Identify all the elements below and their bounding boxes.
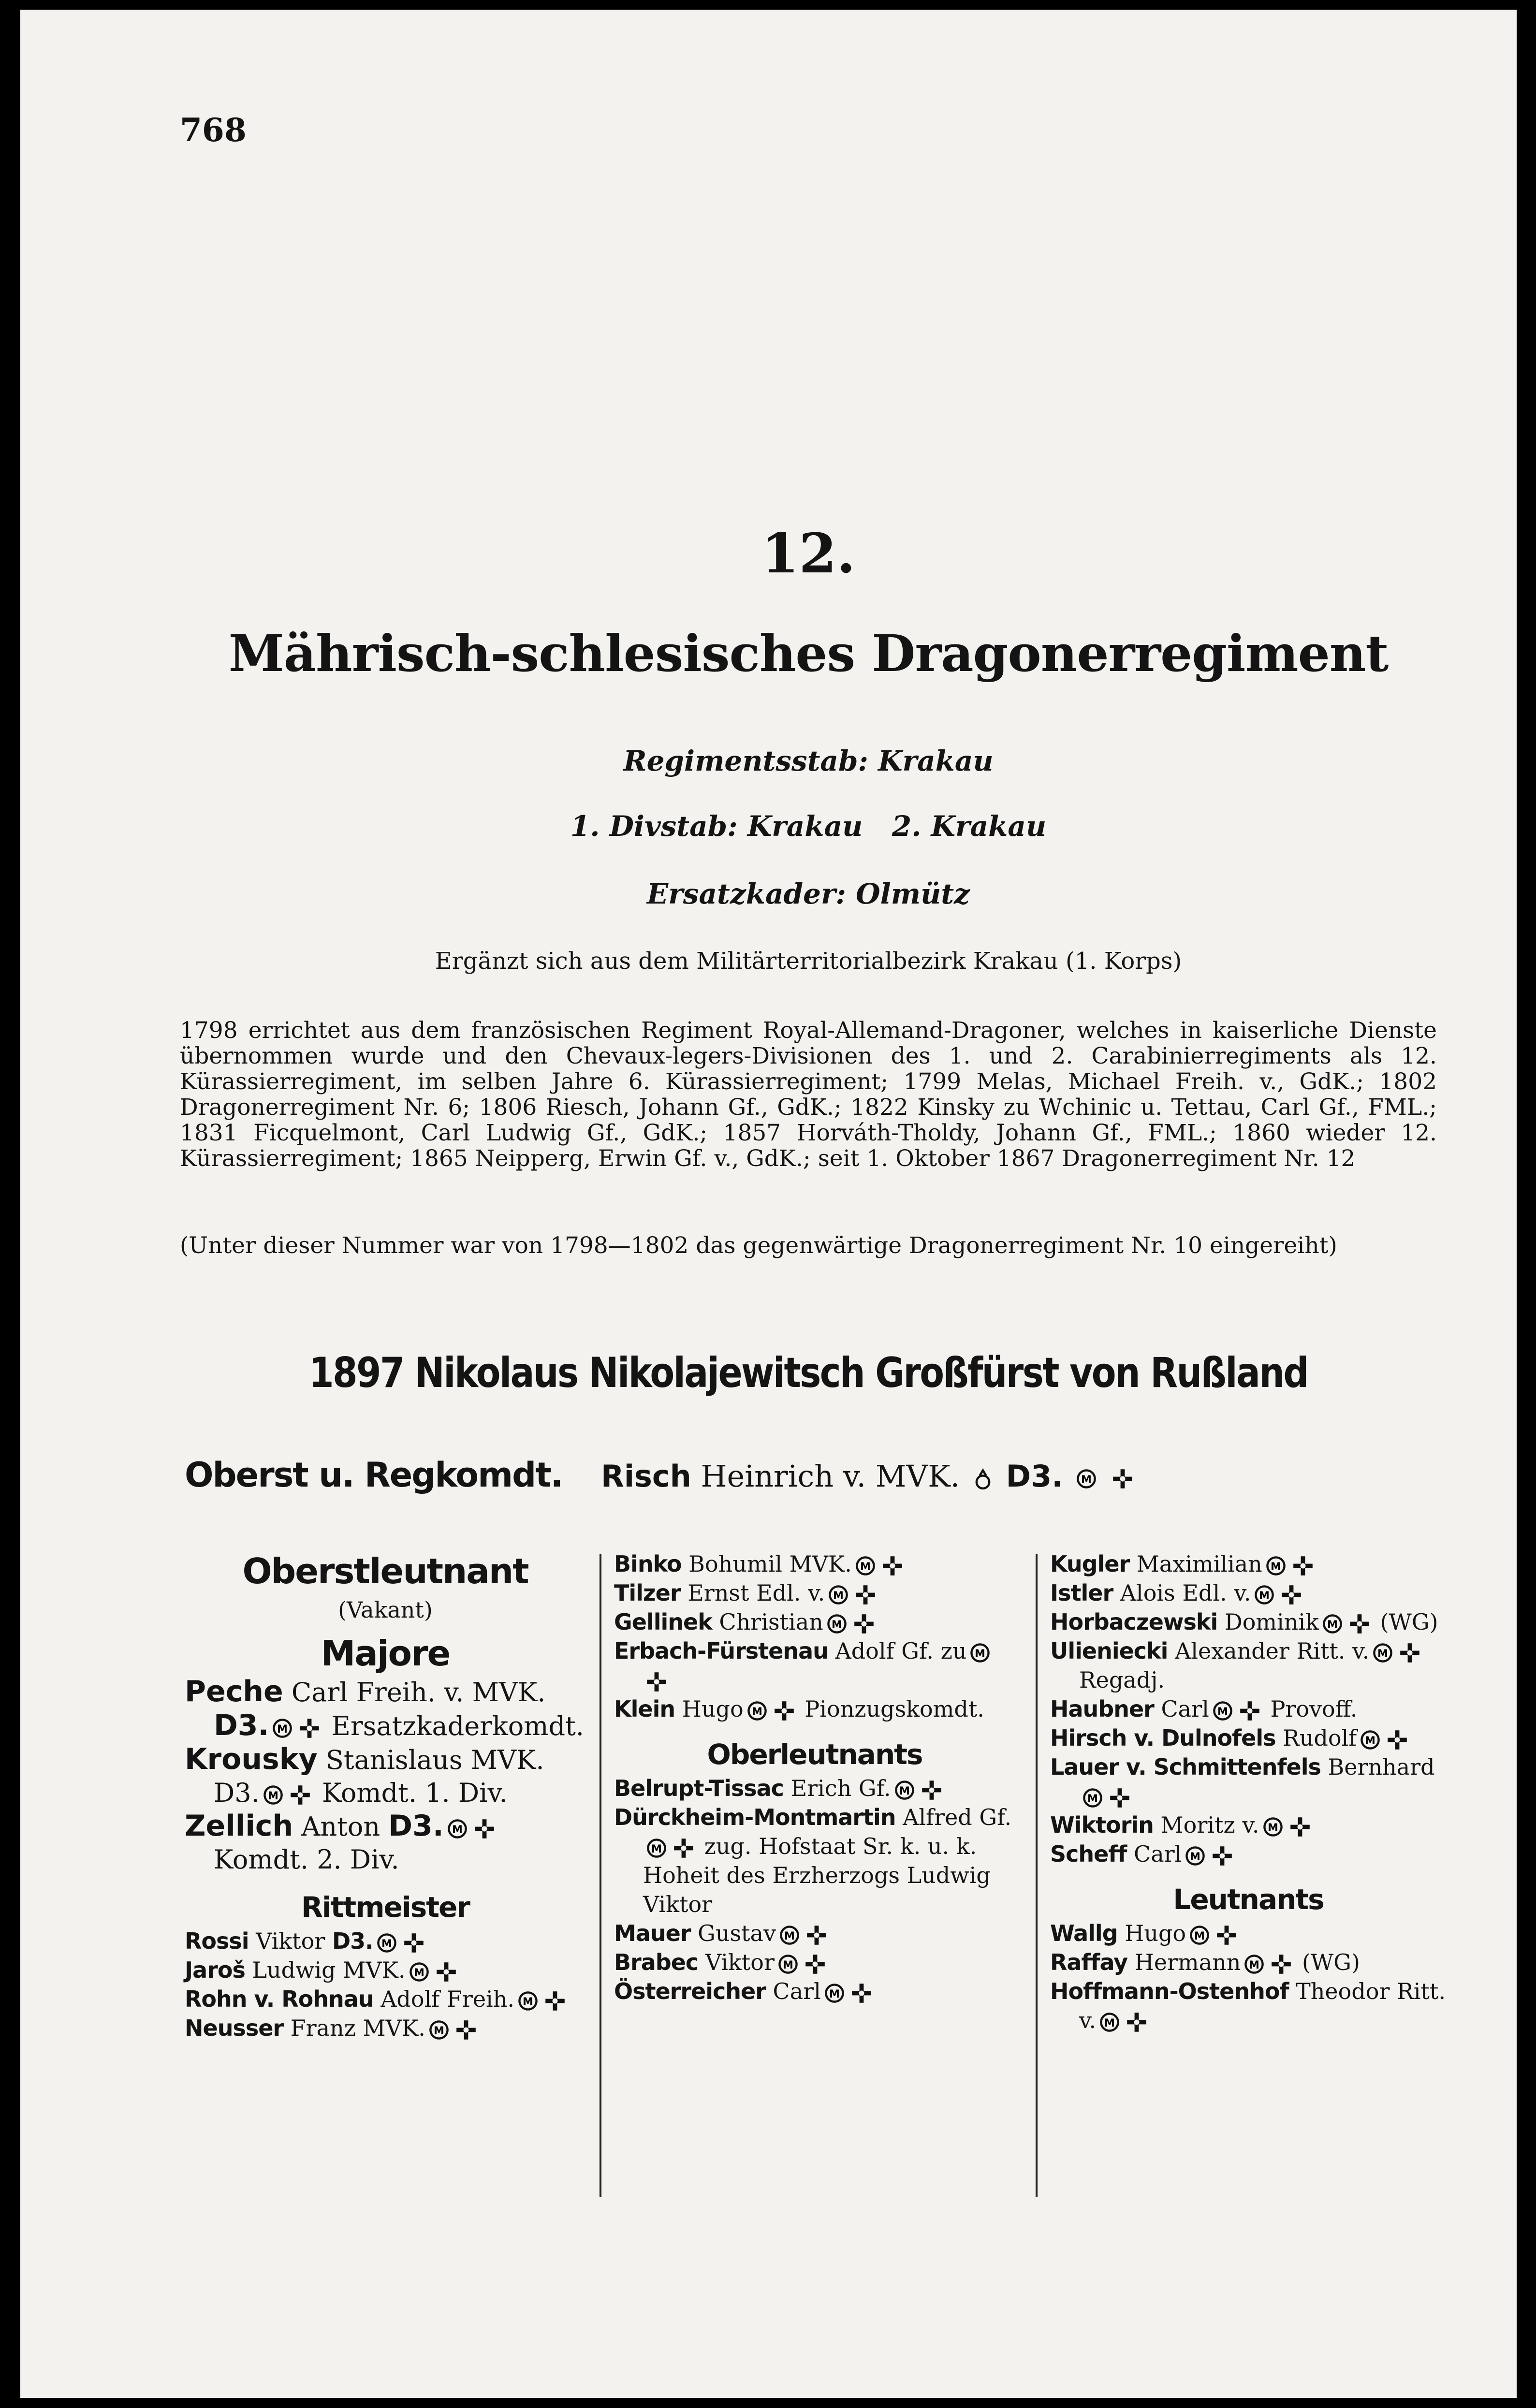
roster-entry <box>185 1985 586 2014</box>
officer-surname: Gellinek <box>614 1609 712 1635</box>
officer-details: Carl <box>1161 1696 1209 1722</box>
service-cross-icon <box>1387 1729 1408 1751</box>
officer-details: Gustav <box>698 1920 776 1946</box>
service-cross-icon <box>851 1983 872 2004</box>
officer-surname: Wallg <box>1050 1920 1118 1946</box>
officer-function: Komdt. 2. Div. <box>214 1844 399 1875</box>
officer-details: Viktor <box>705 1949 775 1975</box>
regimentsstab-line: Regimentsstab: Krakau <box>623 744 994 777</box>
roster-entry <box>185 1675 586 1743</box>
oberleutnants-heading: Oberleutnants <box>707 1738 922 1771</box>
jubilee-medal-icon <box>824 1983 845 2004</box>
officer-surname: Horbaczewski <box>1050 1609 1218 1635</box>
service-cross-icon <box>882 1555 903 1576</box>
svg-text:M: M <box>1267 1822 1278 1834</box>
officer-surname: Ulieniecki <box>1050 1638 1168 1664</box>
jubilee-medal-icon <box>1254 1584 1275 1605</box>
jubilee-medal-icon <box>646 1838 667 1859</box>
jubilee-medal-icon <box>1099 2012 1120 2033</box>
svg-text:M: M <box>1270 1561 1281 1573</box>
officer-surname: Neusser <box>185 2015 284 2041</box>
jubilee-medal-icon <box>855 1555 876 1576</box>
jubilee-medal-icon <box>779 1925 800 1946</box>
leutnants-list <box>1050 1919 1447 2035</box>
officer-details: Adolf Freih. <box>380 1986 515 2012</box>
officer-details: Hugo <box>1125 1920 1186 1946</box>
officer-surname: Scheff <box>1050 1841 1127 1867</box>
roster-entry <box>1050 1607 1447 1636</box>
ergaenzung-line: Ergänzt sich aus dem Militärterritorialbezirk Krakau (1. Korps) <box>435 948 1182 975</box>
history-paragraph: 1798 errichtet aus dem französischen Regiment Royal-Allemand-Dragoner, welches in kaiserliche Dienste übernommen wurde und den Chevaux-legers-Divisionen des 1. und 2. Carabinierregiments als 12. Kürassierregiment, im selben Jahre 6. Kürassierregiment; 1799 Melas, Michael Freih. v., GdK.; 1802 Dragonerregiment Nr. 6; 1806 Riesch, Johann Gf., GdK.; 1822 Kinsky zu Wchinic u. Tettau, Carl Gf., FML.; 1831 Ficquelmont, Carl Ludwig Gf., GdK.; 1857 Horváth-Tholdy, Johann Gf., FML.; 1860 wieder 12. Kürassierregiment; 1865 Neipperg, Erwin Gf. v., GdK.; seit 1. Oktober 1867 Dragonerregiment Nr. 12 <box>180 1017 1437 1172</box>
rittmeister-list-continued <box>614 1549 1015 1723</box>
oberleutnants-list <box>614 1774 1015 2006</box>
rittmeister-list <box>185 1926 586 2043</box>
jubilee-medal-icon <box>746 1700 768 1722</box>
roster-entry <box>1050 1919 1447 1948</box>
jubilee-medal-icon <box>1189 1925 1210 1946</box>
svg-text:M: M <box>1087 1793 1098 1805</box>
svg-text:M: M <box>1365 1735 1376 1747</box>
service-cross-icon <box>1292 1555 1314 1576</box>
officer-surname: Tilzer <box>614 1580 681 1606</box>
officer-details: Franz MVK. <box>290 2015 425 2041</box>
jubilee-medal-icon <box>1372 1642 1393 1664</box>
officer-function: (WG) <box>1302 1949 1360 1975</box>
service-cross-icon <box>455 2019 477 2041</box>
jubilee-medal-icon <box>1082 1787 1103 1809</box>
commander-details: Heinrich v. MVK. <box>701 1459 960 1494</box>
officer-details: Adolf Gf. zu <box>835 1638 967 1664</box>
oberstleutnant-heading: Oberstleutnant <box>242 1551 528 1591</box>
roster-entry <box>614 1607 1015 1636</box>
roster-entry <box>185 2014 586 2043</box>
jubilee-medal-icon <box>272 1718 293 1739</box>
service-cross-icon <box>1271 1954 1292 1975</box>
column-1 <box>185 1549 586 2043</box>
majore-heading: Majore <box>321 1633 450 1674</box>
officer-function: Pionzugskomdt. <box>805 1696 984 1722</box>
jubilee-medal-icon <box>826 1613 848 1635</box>
service-cross-icon <box>436 1961 457 1983</box>
roster-entry <box>185 1926 586 1956</box>
commander-rank: Oberst u. Regkomdt. <box>185 1455 563 1495</box>
officer-surname: Belrupt-Tissac <box>614 1775 784 1801</box>
service-cross-icon <box>806 1925 827 1946</box>
service-cross-icon <box>921 1780 942 1801</box>
jubilee-medal-icon <box>428 2019 450 2041</box>
officer-function: Regadj. <box>1079 1667 1165 1693</box>
officer-details: Rudolf <box>1283 1725 1357 1751</box>
officer-details: Carl <box>1134 1841 1182 1867</box>
document-page <box>20 10 1517 2398</box>
page-number: 768 <box>180 111 247 149</box>
officer-details: Maximilian <box>1136 1551 1262 1577</box>
svg-text:M: M <box>381 1938 392 1950</box>
service-cross-icon <box>1349 1613 1370 1635</box>
svg-text:M: M <box>433 2025 444 2037</box>
service-cross-icon <box>1126 2012 1147 2033</box>
officer-surname: Raffay <box>1050 1949 1128 1975</box>
roster-entry <box>1050 1549 1447 1578</box>
jubilee-medal-icon <box>1243 1954 1265 1975</box>
jubilee-medal-icon <box>828 1584 849 1605</box>
officer-details: Hugo <box>682 1696 744 1722</box>
jubilee-medal-icon <box>263 1784 284 1806</box>
officer-surname: Haubner <box>1050 1696 1154 1722</box>
officer-details: Alexander Ritt. v. <box>1175 1638 1370 1664</box>
svg-text:M: M <box>1249 1959 1260 1971</box>
officer-surname: Mauer <box>614 1920 691 1946</box>
service-cross-icon <box>1212 1845 1233 1867</box>
officer-details: Stanislaus MVK. D3. <box>214 1745 544 1808</box>
officer-function: Provoff. <box>1270 1696 1358 1722</box>
officer-surname: Dürckheim-Montmartin <box>614 1804 896 1830</box>
officer-details: Ludwig MVK. <box>252 1957 406 1983</box>
svg-text:M: M <box>783 1959 793 1971</box>
svg-text:M: M <box>831 1619 842 1631</box>
roster-entry <box>185 1810 586 1876</box>
svg-text:M: M <box>1190 1851 1201 1863</box>
officer-details: Theodor Ritt. v. <box>1079 1978 1446 2033</box>
divstab-line: 1. Divstab: Krakau 2. Krakau <box>570 810 1047 843</box>
officer-surname: Rohn v. Rohnau <box>185 1986 374 2012</box>
roster-entry <box>614 1694 1015 1723</box>
jubilee-medal-icon <box>1076 1468 1097 1489</box>
roster-entry <box>614 1774 1015 1803</box>
officer-surname: Erbach-Fürstenau <box>614 1638 828 1664</box>
service-cross-icon <box>1112 1468 1133 1489</box>
jubilee-medal-icon <box>409 1961 430 1983</box>
officer-surname: Zellich <box>185 1809 293 1843</box>
service-cross-icon <box>646 1671 667 1693</box>
ersatzkader-line: Ersatzkader: Olmütz <box>647 877 970 910</box>
regiment-number: 12. <box>761 522 856 585</box>
officer-details: Moritz v. <box>1160 1812 1259 1838</box>
jubilee-medal-icon <box>1360 1729 1381 1751</box>
roster-entry <box>1050 1723 1447 1752</box>
svg-text:M: M <box>784 1930 795 1942</box>
jubilee-medal-icon <box>894 1780 915 1801</box>
commander-line <box>185 1455 1442 1495</box>
decoration-d3: D3. <box>332 1928 373 1954</box>
jubilee-medal-icon <box>1265 1555 1287 1576</box>
oberleutnants-list-continued <box>1050 1549 1447 1868</box>
roster-entry <box>1050 1636 1447 1694</box>
service-cross-icon <box>1109 1787 1130 1809</box>
roster-entry <box>1050 1578 1447 1607</box>
officer-surname: Binko <box>614 1551 682 1577</box>
officer-details: Viktor <box>256 1928 325 1954</box>
order-ring-icon <box>972 1468 994 1489</box>
vakant-label: (Vakant) <box>338 1597 433 1623</box>
regiment-name: Mährisch-schlesisches Dragonerregiment <box>228 624 1389 683</box>
svg-text:M: M <box>1217 1706 1228 1718</box>
svg-text:M: M <box>899 1785 910 1797</box>
service-cross-icon <box>805 1954 826 1975</box>
svg-text:M: M <box>1081 1474 1092 1486</box>
officer-details: Alfred Gf. <box>903 1804 1012 1830</box>
roster-entry <box>1050 1977 1447 2035</box>
service-cross-icon <box>403 1932 424 1954</box>
officer-surname: Lauer v. Schmittenfels <box>1050 1754 1321 1780</box>
officer-surname: Krousky <box>185 1742 318 1776</box>
service-cross-icon <box>774 1700 795 1722</box>
service-cross-icon <box>1281 1584 1302 1605</box>
decoration-d3: D3. <box>388 1809 444 1843</box>
officer-details: Carl <box>773 1978 821 2004</box>
svg-text:M: M <box>413 1967 424 1979</box>
svg-text:M: M <box>833 1590 844 1602</box>
jubilee-medal-icon <box>517 1990 539 2012</box>
svg-text:M: M <box>1377 1648 1389 1660</box>
service-cross-icon <box>673 1838 694 1859</box>
officer-surname: Jaroš <box>185 1957 245 1983</box>
officer-surname: Hoffmann-Ostenhof <box>1050 1978 1289 2004</box>
officer-surname: Peche <box>185 1675 283 1708</box>
service-cross-icon <box>853 1613 875 1635</box>
officer-surname: Rossi <box>185 1928 249 1954</box>
jubilee-medal-icon <box>1262 1816 1284 1838</box>
service-cross-icon <box>1239 1700 1260 1722</box>
svg-text:M: M <box>829 1988 840 2000</box>
roster-entry <box>1050 1948 1447 1977</box>
service-cross-icon <box>299 1718 320 1739</box>
officer-details: Bernhard <box>1328 1754 1435 1780</box>
officer-details: Anton <box>301 1811 380 1842</box>
majore-list <box>185 1675 586 1876</box>
svg-text:M: M <box>1327 1619 1338 1631</box>
roster-entry <box>614 1919 1015 1948</box>
service-cross-icon <box>855 1584 876 1605</box>
officer-surname: Hirsch v. Dulnofels <box>1050 1725 1276 1751</box>
roster-entry <box>614 1549 1015 1578</box>
officer-surname: Istler <box>1050 1580 1113 1606</box>
svg-text:M: M <box>1194 1930 1205 1942</box>
note-paragraph: (Unter dieser Nummer war von 1798—1802 das gegenwärtige Dragonerregiment Nr. 10 eingereiht) <box>180 1232 1337 1259</box>
column-divider <box>1036 1554 1038 2197</box>
roster-entry <box>1050 1839 1447 1868</box>
roster-entry <box>614 1803 1015 1919</box>
commander-surname: Risch <box>600 1459 691 1494</box>
officer-details: Dominik <box>1224 1609 1319 1635</box>
roster-entry <box>1050 1694 1447 1723</box>
service-cross-icon <box>1289 1816 1311 1838</box>
officer-function: (WG) <box>1380 1609 1438 1635</box>
svg-text:M: M <box>267 1790 278 1802</box>
commander-d3: D3. <box>1006 1459 1063 1494</box>
jubilee-medal-icon <box>447 1818 468 1839</box>
officer-details: Erich Gf. <box>790 1775 891 1801</box>
roster-entry <box>614 1948 1015 1977</box>
roster-entry <box>185 1956 586 1985</box>
roster-entry <box>614 1578 1015 1607</box>
svg-text:M: M <box>523 1996 533 2008</box>
officer-function: Ersatzkaderkomdt. <box>331 1711 584 1741</box>
officer-details: Christian <box>719 1609 823 1635</box>
jubilee-medal-icon <box>969 1642 991 1664</box>
officer-function: zug. Hofstaat Sr. k. u. k. Hoheit des Erzherzogs Ludwig Viktor <box>643 1833 991 1917</box>
leutnants-heading: Leutnants <box>1173 1883 1324 1916</box>
officer-surname: Kugler <box>1050 1551 1130 1577</box>
officer-function: Komdt. 1. Div. <box>322 1778 508 1808</box>
officer-details: Bohumil MVK. <box>688 1551 852 1577</box>
service-cross-icon <box>290 1784 311 1806</box>
officer-surname: Klein <box>614 1696 675 1722</box>
officer-surname: Wiktorin <box>1050 1812 1154 1838</box>
roster-entry <box>614 1977 1015 2006</box>
jubilee-medal-icon <box>376 1932 397 1954</box>
column-divider <box>600 1554 601 2197</box>
decoration-d3: D3. <box>214 1708 269 1742</box>
roster-entry <box>1050 1752 1447 1810</box>
svg-text:M: M <box>975 1648 986 1660</box>
svg-text:M: M <box>1104 2017 1115 2029</box>
officer-surname: Österreicher <box>614 1978 766 2004</box>
jubilee-medal-icon <box>1185 1845 1206 1867</box>
officer-details: Ernst Edl. v. <box>688 1580 825 1606</box>
jubilee-medal-icon <box>777 1954 799 1975</box>
roster-entry <box>1050 1810 1447 1839</box>
svg-text:M: M <box>452 1824 463 1836</box>
svg-text:M: M <box>1259 1590 1270 1602</box>
officer-surname: Brabec <box>614 1949 699 1975</box>
roster-entry <box>614 1636 1015 1694</box>
svg-text:M: M <box>751 1706 762 1718</box>
service-cross-icon <box>1399 1642 1420 1664</box>
svg-text:M: M <box>651 1843 662 1855</box>
service-cross-icon <box>544 1990 566 2012</box>
service-cross-icon <box>474 1818 495 1839</box>
service-cross-icon <box>1216 1925 1237 1946</box>
jubilee-medal-icon <box>1322 1613 1343 1635</box>
svg-text:M: M <box>860 1561 871 1573</box>
officer-details: Hermann <box>1134 1949 1241 1975</box>
roster-entry <box>185 1743 586 1810</box>
column-3 <box>1050 1549 1447 2035</box>
officer-details: Carl Freih. v. MVK. <box>291 1677 546 1707</box>
svg-text:M: M <box>277 1723 288 1736</box>
jubilee-medal-icon <box>1212 1700 1233 1722</box>
rittmeister-heading: Rittmeister <box>301 1891 469 1924</box>
regiment-owner: 1897 Nikolaus Nikolajewitsch Großfürst von Rußland <box>309 1349 1308 1397</box>
column-2 <box>614 1549 1015 2006</box>
officer-details: Alois Edl. v. <box>1120 1580 1251 1606</box>
